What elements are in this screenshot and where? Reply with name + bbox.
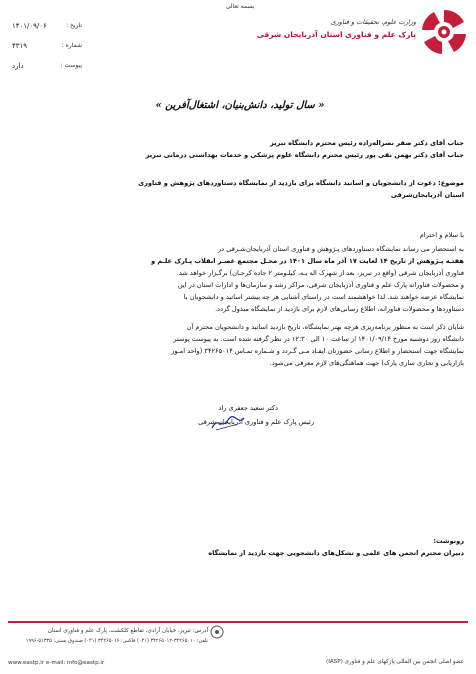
park-logo	[420, 8, 468, 56]
footer-web: www.eastp.ir e-mail: info@eastp.ir	[8, 660, 105, 666]
number-label: شماره :	[61, 42, 82, 49]
greeting: با سلام و احترام	[419, 231, 464, 239]
body-line: فناوری آذربایجان شرقی (واقع در تبریز، بعد از شهرک اله یـه، کیلـومتر ۲ جاده کرجـان) برگـزار خواهد شد.	[176, 269, 464, 277]
body-line: بازاریابی و تجاری سازی پارک) جهت هماهنگی‌های لازم معرفی می‌شود.	[269, 359, 464, 367]
bismillah: بسمه تعالی	[225, 3, 255, 10]
body-line: هفتـه پـژوهش از تاریخ ۱۴ لغایت ۱۷ آذر ماه سال ۱۴۰۱ در محـل مجتمع عصـر انقلاب پـارک علـم و	[151, 257, 464, 265]
footer-iasp: عضو اصلی انجمن بین المللی پارکهای علم و فناوری (IASP)	[326, 659, 464, 665]
year-slogan: « سال تولید، دانش‌بنیان، اشتغال‌آفرین »	[155, 100, 325, 111]
signer-title: رئیس پارک علم و فناوری آذربایجان شرقی	[198, 418, 314, 426]
footer-divider	[8, 621, 468, 623]
footer-address: آدرس: تبریز، خیابان آزادی، تقاطع کلکشت، پارک علم و فناوری استان	[47, 628, 208, 634]
ministry-name: وزارت علوم، تحقیقات و فناوری	[330, 18, 416, 26]
handwritten-signature	[208, 412, 248, 434]
park-name: پارک علم و فناوری استان آذربایجان شرقی	[256, 30, 416, 39]
footer-phone: تلفن: ۳۴۲۶۵۰۱۰-۳۴۲۶۵۰۱۲ (۰۴۱) فاکس: ۳۴۲۶۵۰۱۶ (۰۴۱) صندوق پستی: ۵۱۳۳۵-۱۹۹۶	[25, 638, 208, 644]
signer-name: دکتر سعید جعفری راد	[218, 404, 278, 412]
recipient-line: جناب آقای دکتر صفر نصراله‌زاده رئیس محترم دانشگاه تبریز	[269, 139, 464, 147]
body-line: شایان ذکر است به منظور برنامه‌ریزی هرچه بهتر نمایشگاه، تاریخ بازدید اساتید و دانشجویان محترم آن	[186, 323, 464, 331]
body-line: نمایشگاه عرضه خواهند شد. لذا خواهشمند است در راستای آشنایی هر چه بیشتر اساتید و دانشجویان با	[183, 293, 464, 301]
cc-title: رونوشت:	[433, 537, 464, 545]
number-value: ۴۳۱۹	[12, 42, 28, 50]
body-line: دستاوردها و محصولات فناورانه، اطلاع رسانی‌های لازم برای بازدید از نمایشگاه مبذول گردد.	[215, 305, 464, 313]
subject-line: موضوع: دعوت از دانشجویان و اساتید دانشگاه برای بازدید از نمایشگاه دستاوردهای پژوهش و فناوری	[138, 179, 464, 187]
iasp-logo	[210, 625, 224, 639]
recipient-line: جناب آقای دکتر بهمن نقی پور رئیس محترم دانشگاه علوم پزشکی و خدمات بهداشتی درمانی تبریز	[145, 151, 464, 159]
body-line: دانشگاه روز دوشنبه مورخ ۱۴۰۱/۰۹/۱۴ از ساعت ۱۰ الی ۱۲:۳۰ در نظر گرفته شده است. به پیوست پوستر	[173, 335, 464, 343]
body-line: نمایشگاه جهت استحضار و اطلاع رسانی حضورتان ایفـاد مـی گـردد و شـماره تمـاس ۳۴۲۶۵۰۱۴ (واحد امـور	[171, 347, 464, 355]
number-field	[12, 42, 82, 49]
cc-line: دبیران محترم انجمن های علمی و تشکل‌های دانشجویی جهت بازدید از نمایشگاه	[208, 549, 464, 557]
body-line: به استحضار می رساند نمایشگاه دستاوردهای پـژوهش و فناوری استان آذربایجان‌شـرقی در	[217, 245, 464, 253]
date-label: تاریخ :	[66, 22, 82, 29]
attachment-label: پیوست :	[60, 62, 82, 69]
body-line: و محصولات فناورانه پارک علم و فناوری آذربایجان شرقی، مراکز رشد و سازمان‌ها و ادارات استان در این	[177, 281, 464, 289]
attachment-value: دارد	[12, 62, 24, 70]
attachment-field	[12, 62, 82, 69]
subject-line: استان آذربایجان‌شرقی	[390, 191, 464, 199]
date-value: ۱۴۰۱/۰۹/۰۶	[12, 22, 47, 30]
date-field	[12, 22, 82, 29]
